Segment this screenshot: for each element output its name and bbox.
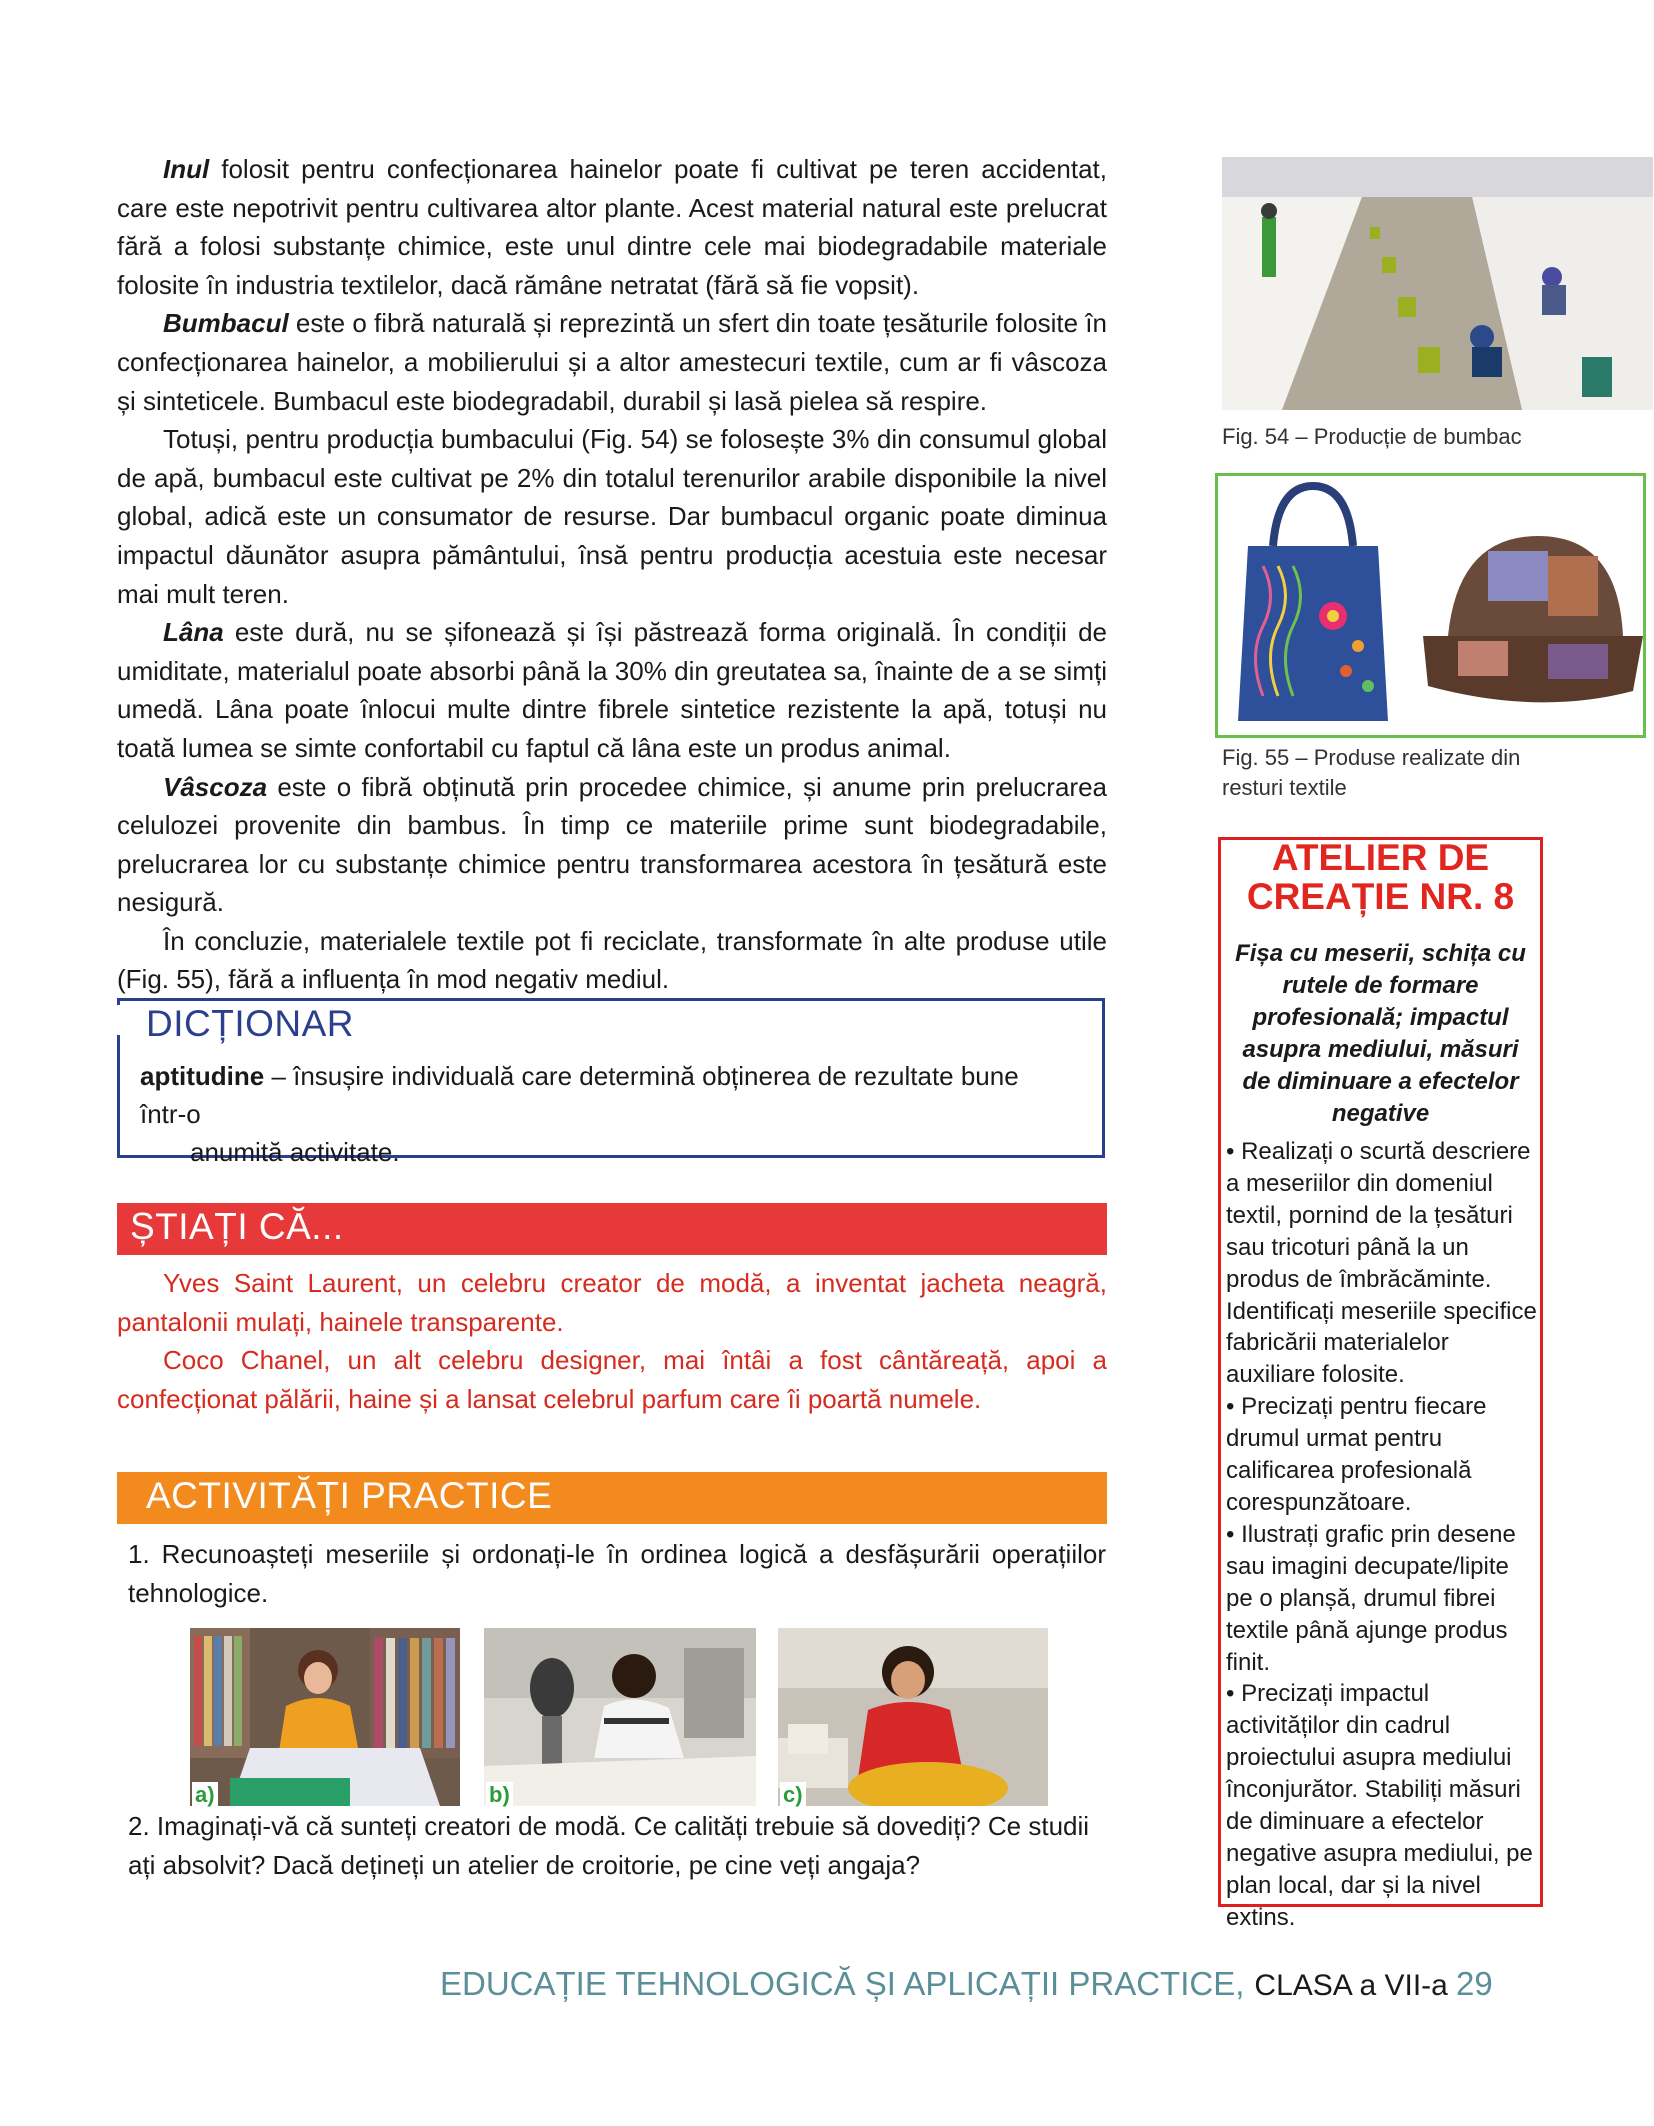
paragraph-totusi: Totuși, pentru producția bumbacului (Fig. 54) se folosește 3% din consumul global de apă, bumbacul este cultivat pe 2% din totalul terenurilor arabile disponibile la nivel global, adică este un consumator de resurse. Dar bumbacul organic poate diminua impactul dăunător asupra pământului, însă pentru producția acestuia este necesar mai mult teren. bbox=[117, 424, 1107, 609]
fig55-frame bbox=[1215, 473, 1646, 738]
photo-b-designer bbox=[484, 1628, 756, 1806]
atelier-task-list bbox=[1226, 1136, 1541, 1934]
atelier-task-item: • Realizați o scurtă descriere a meseriilor din domeniul textil, pornind de la țesături sau tricoturi până la un produs de îmbrăcăminte. Identificați meseriile specifice fabricării materialelor auxiliare folosite. bbox=[1226, 1138, 1537, 1389]
paragraph-concluzie: În concluzie, materialele textile pot fi reciclate, transformate în alte produse utile (Fig. 55), fără a influența în mod negativ mediul. bbox=[117, 925, 1107, 995]
activities-title: ACTIVITĂȚI PRACTICE bbox=[146, 1475, 553, 1516]
dictionary-title: DICȚIONAR bbox=[146, 1003, 354, 1044]
photo-a-label: a) bbox=[192, 1782, 218, 1808]
paragraph-lana: Lâna este dură, nu se șifonează și își păstrează forma originală. În condiții de umiditate, materialul poate absorbi până la 30% din greutatea sa, înainte de a se simți umedă. Lâna poate înlocui multe dintre fibrele sintetice rezistente la apă, totuși nu toată lumea se simte confortabil cu faptul că lâna este un produs animal. bbox=[117, 617, 1107, 763]
activity-question-2: 2. Imaginați-vă că sunteți creatori de modă. Ce calități trebuie să dovediți? Ce studii ați absolvit? Dacă dețineți un atelier de croitorie, pe cine veți angaja? bbox=[128, 1811, 1090, 1880]
stiati-ca-text: Yves Saint Laurent, un celebru creator de modă, a inventat jacheta neagră, pantalonii mulați, hainele transparente. Coco Chanel, un alt celebru designer, mai întâi a fost cântăreață, apoi a confecționat pălării, haine și a lansat celebrul parfum care îi poartă numele. bbox=[117, 1268, 1107, 1414]
main-text bbox=[117, 150, 1107, 999]
dictionary-box-notch bbox=[110, 1005, 132, 1035]
stiati-ca-title: ȘTIAȚI CĂ... bbox=[130, 1206, 344, 1247]
dictionary-term: aptitudine bbox=[140, 1061, 265, 1091]
photo-c-seamstress bbox=[778, 1628, 1048, 1806]
fig55-caption: Fig. 55 – Produse realizate din resturi textile bbox=[1222, 745, 1521, 800]
atelier-task-item: • Precizați impactul activităților din cadrul proiectului asupra mediului înconjurător. Stabiliți măsuri de diminuare a efectelor negative asupra mediului, pe plan local, dar și la nivel extins. bbox=[1226, 1680, 1533, 1931]
paragraph-bumbacul: Bumbacul este o fibră naturală și reprezintă un sfert din toate țesăturile folosite în confecționarea hainelor, a mobilierului și a altor amestecuri textile, cum ar fi vâscoza și sinteticele. Bumbacul este biodegradabil, durabil și lasă pielea să respire. bbox=[117, 308, 1107, 416]
page-number: 29 bbox=[1456, 1965, 1493, 2002]
photo-c-label: c) bbox=[780, 1782, 806, 1808]
fig54-caption: Fig. 54 – Producție de bumbac bbox=[1222, 424, 1522, 449]
footer-title: EDUCAȚIE TEHNOLOGICĂ ȘI APLICAȚII PRACTICE, CLASA a VII-a bbox=[440, 1965, 1448, 2002]
atelier-task-item: • Precizați pentru fiecare drumul urmat pentru calificarea profesională corespunzătoare. bbox=[1226, 1393, 1487, 1516]
dictionary-definition: aptitudine – însușire individuală care determină obținerea de rezultate bune într-o anumită activitate. bbox=[140, 1061, 1019, 1167]
atelier-task-item: • Ilustrați grafic prin desene sau imagini decupate/lipite pe o planșă, drumul fibrei textile până ajunge produs finit. bbox=[1226, 1520, 1516, 1676]
footer-class: CLASA a VII-a bbox=[1254, 1969, 1448, 2002]
atelier-subtitle: Fișa cu meserii, schița cu rutele de formare profesională; impactul asupra mediului, măsuri de diminuare a efectelor negative bbox=[1235, 940, 1526, 1127]
activity-question-1: 1. Recunoașteți meseriile și ordonați-le în ordinea logică a desfășurării operațiilor tehnologice. bbox=[128, 1539, 1106, 1608]
photo-b-label: b) bbox=[486, 1782, 513, 1808]
photo-a-fabric-cutter bbox=[190, 1628, 460, 1806]
paragraph-inul: Inul folosit pentru confecționarea hainelor poate fi cultivat pe teren accidentat, care este nepotrivit pentru cultivarea altor plante. Acest material natural este prelucrat fără a folosi substanțe chimice, este unul dintre cele mai biodegradabile materiale folosite în industria textilelor, dacă rămâne netratat (fără să fie vopsit). bbox=[117, 154, 1107, 300]
paragraph-vascoza: Vâscoza este o fibră obținută prin procedee chimice, și anume prin prelucrarea celulozei provenite din bambus. În timp ce materiile prime sunt biodegradabile, prelucrarea lor cu substanțe chimice pentru transformarea acestora în țesătură este nesigură. bbox=[117, 771, 1107, 918]
fig54-photo-cotton-production bbox=[1222, 157, 1653, 410]
atelier-title: ATELIER DE CREAȚIE NR. 8 bbox=[1246, 837, 1515, 917]
